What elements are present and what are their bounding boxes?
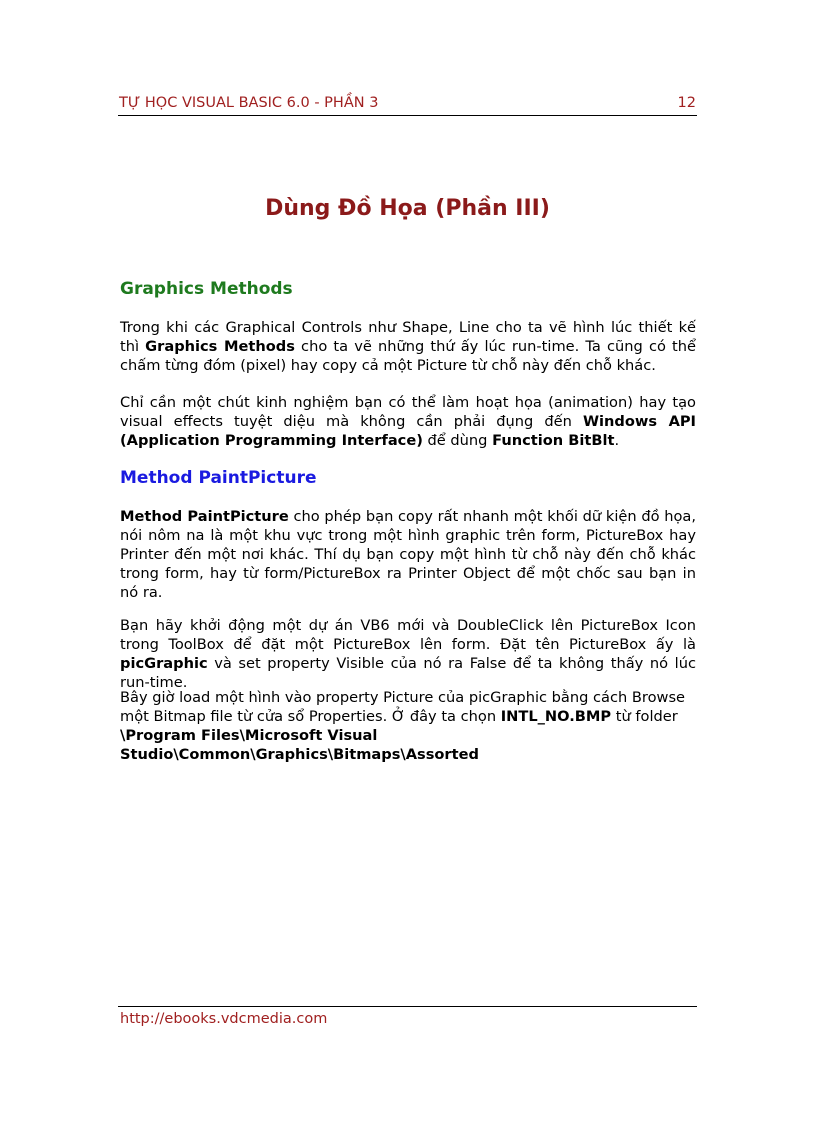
page-header	[118, 95, 697, 116]
paragraph-3: Method PaintPicture cho phép bạn copy rất nhanh một khối dữ kiện đồ họa, nói nôm na là một khu vực trong một hình graphic trên form, PictureBox hay Printer đến một nơi khác. Thí dụ bạn copy một hình từ chỗ này đến chỗ khác trong form, hay từ form/PictureBox ra Printer Object để một chốc sau bạn in nó ra.	[120, 508, 696, 601]
section-heading-paintpicture: Method PaintPicture	[120, 468, 317, 488]
paragraph-2: Chỉ cần một chút kinh nghiệm bạn có thể làm hoạt họa (animation) hay tạo visual effects tuyệt diệu mà không cần phải đụng đến Windows API (Application Programming Interface) để dùng Function BitBlt.	[120, 394, 696, 449]
paragraph-4: Bạn hãy khởi động một dự án VB6 mới và DoubleClick lên PictureBox Icon trong ToolBox để đặt một PictureBox lên form. Đặt tên PictureBox ấy là picGraphic và set property Visible của nó ra False để ta không thấy nó lúc run-time.	[120, 617, 696, 691]
document-title: Dùng Đồ Họa (Phần III)	[265, 196, 550, 221]
header-title: TỰ HỌC VISUAL BASIC 6.0 - PHẦN 3	[119, 95, 379, 111]
footer-link[interactable]: http://ebooks.vdcmedia.com	[120, 1011, 328, 1027]
paragraph-5: Bây giờ load một hình vào property Picture của picGraphic bằng cách Browse một Bitmap file từ cửa sổ Properties. Ở đây ta chọn INTL_NO.BMP từ folder \Program Files\Microsoft Visual Studio\Common\Graphics\Bitmaps\Assorted	[120, 689, 686, 763]
section-heading-graphics-methods: Graphics Methods	[120, 279, 293, 299]
footer-divider	[118, 1006, 697, 1007]
page-number: 12	[677, 95, 696, 111]
paragraph-1: Trong khi các Graphical Controls như Shape, Line cho ta vẽ hình lúc thiết kế thì Graphics Methods cho ta vẽ những thứ ấy lúc run-time. Ta cũng có thể chấm từng đóm (pixel) hay copy cả một Picture từ chỗ này đến chỗ khác.	[120, 319, 696, 374]
